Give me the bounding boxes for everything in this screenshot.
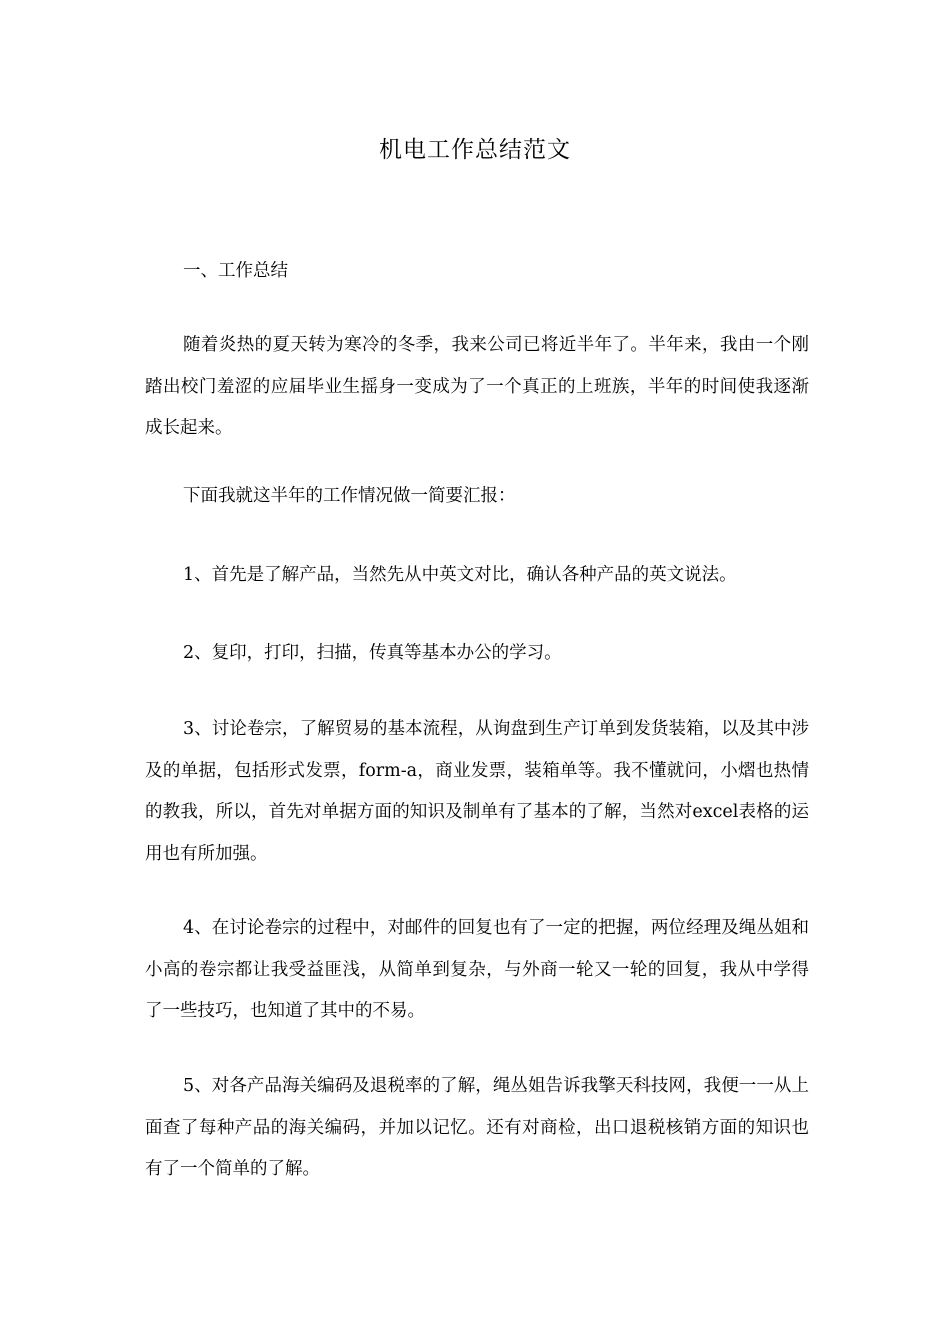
paragraph-intro: 随着炎热的夏天转为寒冷的冬季，我来公司已将近半年了。半年来，我由一个刚踏出校门羞涩的应届毕业生摇身一变成为了一个真正的上班族，半年的时间使我逐渐成长起来。 [145, 335, 809, 439]
paragraph-lead: 下面我就这半年的工作情况做一简要汇报： [183, 486, 516, 506]
paragraph-item-2: 2、复印，打印，扫描，传真等基本办公的学习。 [183, 643, 562, 663]
paragraph-item-5: 5、对各产品海关编码及退税率的了解，绳丛姐告诉我擎天科技网，我便一一从上面查了每种产品的海关编码，并加以记忆。还有对商检，出口退税核销方面的知识也有了一个简单的了解。 [145, 1076, 809, 1180]
paragraph-item-3: 3、讨论卷宗，了解贸易的基本流程，从询盘到生产订单到发货装箱，以及其中涉及的单据，包括形式发票，form-a，商业发票，装箱单等。我不懂就问，小熠也热情的教我，所以，首先对单据方面的知识及制单有了基本的了解，当然对excel表格的运用也有所加强。 [145, 719, 809, 864]
document-title: 机电工作总结范文 [379, 137, 571, 163]
section-heading: 一、工作总结 [183, 261, 288, 281]
paragraph-item-1: 1、首先是了解产品，当然先从中英文对比，确认各种产品的英文说法。 [183, 565, 737, 585]
paragraph-item-4: 4、在讨论卷宗的过程中，对邮件的回复也有了一定的把握，两位经理及绳丛姐和小高的卷宗都让我受益匪浅，从简单到复杂，与外商一轮又一轮的回复，我从中学得了一些技巧，也知道了其中的不易。 [145, 918, 809, 1022]
